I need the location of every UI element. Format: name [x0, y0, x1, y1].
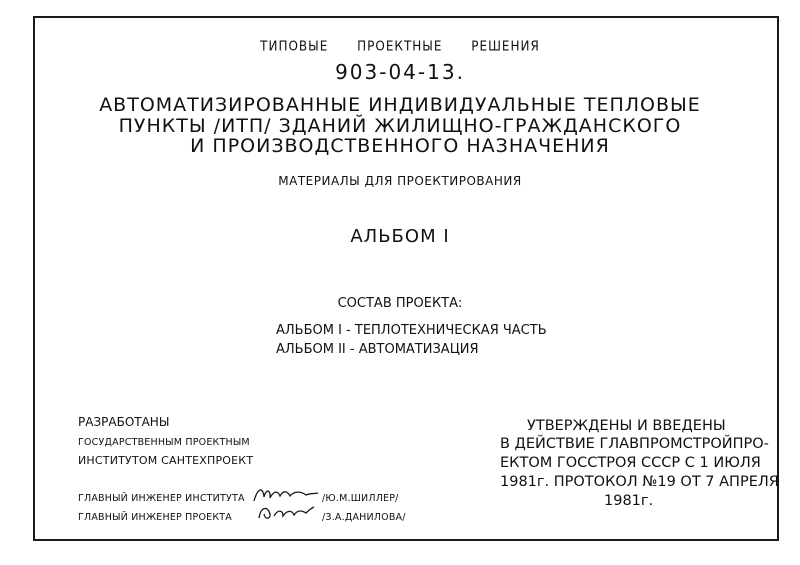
signature-2-handwriting	[256, 502, 316, 524]
approval-line-2: В ДЕЙСТВИЕ ГЛАВПРОМСТРОЙПРО-	[500, 436, 769, 452]
developer-line-2: ИНСТИТУТОМ САНТЕХПРОЕКТ	[78, 454, 254, 467]
signature-role-1: ГЛАВНЫЙ ИНЖЕНЕР ИНСТИТУТА	[78, 493, 245, 504]
project-code: 903-04-13.	[335, 60, 465, 84]
composition-heading: СОСТАВ ПРОЕКТА:	[337, 296, 463, 311]
signature-name-2: /З.А.ДАНИЛОВА/	[322, 512, 406, 523]
series-heading: ТИПОВЫЕ ПРОЕКТНЫЕ РЕШЕНИЯ	[260, 38, 540, 54]
developer-line-1: ГОСУДАРСТВЕННЫМ ПРОЕКТНЫМ	[78, 437, 250, 448]
approval-line-4: 1981г. ПРОТОКОЛ №19 ОТ 7 АПРЕЛЯ	[500, 474, 779, 490]
title-line-1: АВТОМАТИЗИРОВАННЫЕ ИНДИВИДУАЛЬНЫЕ ТЕПЛОВЫЕ	[99, 94, 701, 116]
signature-name-1: /Ю.М.ШИЛЛЕР/	[322, 493, 399, 504]
approval-line-3: ЕКТОМ ГОССТРОЯ СССР С 1 ИЮЛЯ	[500, 455, 761, 471]
title-line-3: И ПРОИЗВОДСТВЕННОГО НАЗНАЧЕНИЯ	[190, 135, 610, 157]
composition-item-1: АЛЬБОМ I - ТЕПЛОТЕХНИЧЕСКАЯ ЧАСТЬ	[276, 323, 547, 338]
album-number: АЛЬБОМ I	[350, 226, 450, 247]
materials-subtitle: МАТЕРИАЛЫ ДЛЯ ПРОЕКТИРОВАНИЯ	[278, 174, 522, 188]
signature-role-2: ГЛАВНЫЙ ИНЖЕНЕР ПРОЕКТА	[78, 512, 232, 523]
composition-item-2: АЛЬБОМ II - АВТОМАТИЗАЦИЯ	[276, 342, 479, 357]
title-line-2: ПУНКТЫ /ИТП/ ЗДАНИЙ ЖИЛИЩНО-ГРАЖДАНСКОГО	[118, 115, 682, 137]
approval-line-5: 1981г.	[604, 493, 654, 509]
developer-label: РАЗРАБОТАНЫ	[78, 415, 170, 429]
approval-line-1: УТВЕРЖДЕНЫ И ВВЕДЕНЫ	[527, 418, 726, 434]
